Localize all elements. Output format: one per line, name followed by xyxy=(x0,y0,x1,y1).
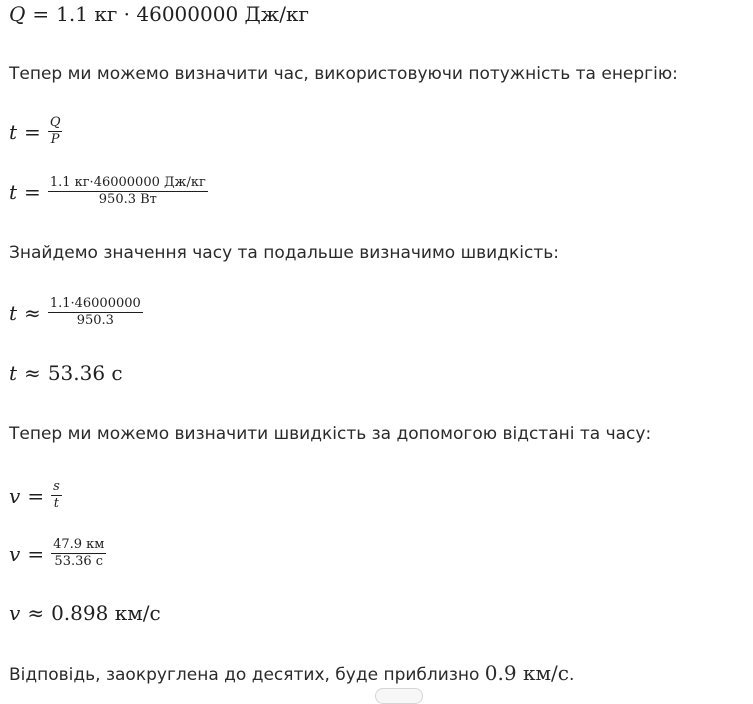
answer-period: . xyxy=(568,665,575,685)
fraction xyxy=(48,116,63,148)
answer-value: 0.9 км/с xyxy=(484,661,569,685)
numerator: s xyxy=(51,480,62,496)
scroll-indicator xyxy=(375,688,423,704)
denominator: 53.36 с xyxy=(54,554,104,570)
answer-paragraph xyxy=(9,661,574,685)
paragraph-time-intro: Тепер ми можемо визначити час, використовуючи потужність та енергію: xyxy=(9,64,678,84)
var-v: v xyxy=(9,541,21,566)
expression: 1.1 кг · 46000000 Дж/кг xyxy=(56,2,309,26)
var-t: t xyxy=(9,300,18,325)
result-value: 53.36 с xyxy=(47,361,123,385)
relation: ≈ xyxy=(27,601,45,625)
var-v: v xyxy=(9,601,21,625)
equation-t-approx xyxy=(9,297,143,329)
var-t: t xyxy=(9,361,18,385)
denominator: t xyxy=(53,496,60,512)
equation-v-result xyxy=(9,601,161,625)
equation-q xyxy=(9,2,309,26)
numerator: 1.1·46000000 xyxy=(48,297,143,313)
relation: = xyxy=(27,483,45,508)
relation: ≈ xyxy=(24,300,41,325)
denominator: P xyxy=(50,132,60,148)
var-t: t xyxy=(9,119,18,144)
equation-t-def xyxy=(9,116,62,148)
numerator: 1.1 кг·46000000 Дж/кг xyxy=(48,176,208,192)
denominator: 950.3 xyxy=(76,313,114,329)
var-v: v xyxy=(9,483,21,508)
paragraph-compute-time: Знайдемо значення часу та подальше визначимо швидкість: xyxy=(9,243,559,263)
var-q: Q xyxy=(9,2,26,26)
relation: = xyxy=(32,2,50,26)
paragraph-speed-intro: Тепер ми можемо визначити швидкість за допомогою відстані та часу: xyxy=(9,424,652,444)
equation-v-def xyxy=(9,480,62,512)
fraction xyxy=(48,176,208,208)
equation-v-sub xyxy=(9,538,106,570)
equation-t-sub xyxy=(9,176,208,208)
numerator: 47.9 км xyxy=(51,538,106,554)
relation: = xyxy=(24,119,41,144)
fraction xyxy=(48,297,143,329)
result-value: 0.898 км/с xyxy=(51,601,161,625)
relation: ≈ xyxy=(24,361,41,385)
numerator: Q xyxy=(48,116,63,132)
fraction xyxy=(51,538,106,570)
relation: = xyxy=(27,541,45,566)
equation-t-result xyxy=(9,361,123,385)
fraction xyxy=(51,480,62,512)
relation: = xyxy=(24,179,41,204)
denominator: 950.3 Вт xyxy=(98,192,157,208)
var-t: t xyxy=(9,179,18,204)
answer-text: Відповідь, заокруглена до десятих, буде приблизно xyxy=(9,665,485,685)
